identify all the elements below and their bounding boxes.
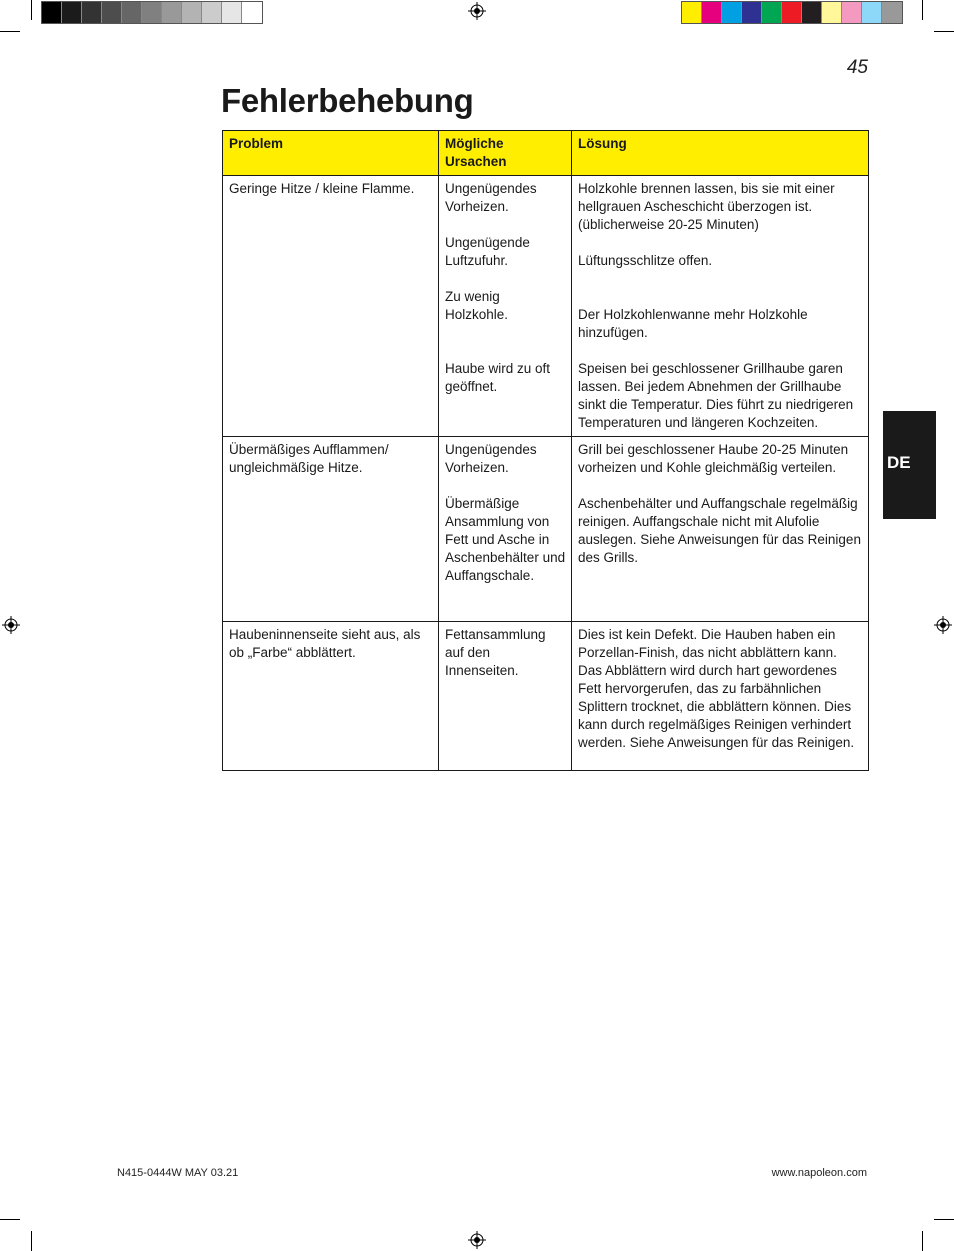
cause-text: Ungenügendes Vorheizen. (445, 442, 537, 475)
gray-swatch (242, 2, 262, 23)
document-code: N415-0444W MAY 03.21 (117, 1167, 239, 1179)
color-swatch (702, 2, 722, 23)
registration-mark-icon (934, 616, 952, 634)
table-header-row (223, 131, 869, 176)
solution-text: Lüftungsschlitze offen. (578, 253, 713, 268)
gray-swatch (102, 2, 122, 23)
color-swatch (862, 2, 882, 23)
color-swatch (682, 2, 702, 23)
language-tab (883, 411, 936, 519)
website-url: www.napoleon.com (771, 1167, 867, 1179)
crop-mark (934, 31, 954, 32)
registration-mark-icon (468, 2, 486, 20)
gray-swatch (122, 2, 142, 23)
solution-text: Aschenbehälter und Auffangschale regelmäßig reinigen. Auffangschale nicht mit Alufolie auslegen. Siehe Anweisungen für das Reinigen des Grills. (578, 496, 861, 565)
gray-swatch (222, 2, 242, 23)
color-swatch (802, 2, 822, 23)
gray-swatch (82, 2, 102, 23)
page-number: 45 (846, 57, 868, 78)
gray-swatch (182, 2, 202, 23)
gray-swatch (42, 2, 62, 23)
table-row (223, 622, 869, 771)
gray-swatch (162, 2, 182, 23)
cause-text: Übermäßige Ansammlung von Fett und Asche in Aschenbehälter und Auffangschale. (445, 496, 566, 583)
solution-cell (572, 437, 869, 622)
table-row (223, 176, 869, 437)
problem-cell: Geringe Hitze / kleine Flamme. (223, 176, 439, 437)
crop-mark (31, 0, 32, 20)
grayscale-swatch-bar (41, 1, 263, 24)
gray-swatch (202, 2, 222, 23)
crop-mark (934, 1219, 954, 1220)
cause-text: Ungenügende Luftzufuhr. (445, 235, 530, 268)
registration-mark-icon (2, 616, 20, 634)
causes-cell (439, 437, 572, 622)
cause-text: Haube wird zu oft geöffnet. (445, 361, 551, 394)
page-title: Fehlerbehebung (221, 82, 474, 119)
solution-text: Dies ist kein Defekt. Die Hauben haben ein Porzellan-Finish, das nicht abblättern kann. Das Abblättern wird durch hart gewordenes Fett hervorgerufen, das zu farbähnlichen Splittern trocknet, die abblättern können. Dies kann durch regelmäßiges Reinigen verhindert werden. Siehe Anweisungen für das Reinigen. (578, 627, 855, 750)
solution-text: Speisen bei geschlossener Grillhaube garen lassen. Bei jedem Abnehmen der Grillhaube sinkt die Temperatur. Dies führt zu niedrigeren Temperaturen und längeren Kochzeiten. (578, 361, 854, 430)
solution-text: Holzkohle brennen lassen, bis sie mit einer hellgrauen Ascheschicht überzogen ist. (üblicherweise 20-25 Minuten) (578, 181, 835, 232)
crop-mark (922, 1231, 923, 1251)
color-swatch (762, 2, 782, 23)
header-solution: Lösung (572, 131, 869, 176)
crop-mark (922, 0, 923, 20)
crop-mark (0, 1219, 20, 1220)
solution-cell (572, 176, 869, 437)
cause-text: Zu wenig Holzkohle. (445, 289, 509, 322)
color-swatch (722, 2, 742, 23)
solution-text: Grill bei geschlossener Haube 20-25 Minuten vorheizen und Kohle gleichmäßig verteilen. (578, 442, 849, 475)
registration-mark-icon (468, 1231, 486, 1249)
solution-text: Der Holzkohlenwanne mehr Holzkohle hinzufügen. (578, 307, 808, 340)
color-swatch (822, 2, 842, 23)
problem-cell: Haubeninnenseite sieht aus, als ob „Farbe“ abblättert. (223, 622, 439, 771)
crop-mark (0, 31, 20, 32)
header-problem: Problem (223, 131, 439, 176)
table-row (223, 437, 869, 622)
color-swatch (842, 2, 862, 23)
cause-text: Fettansammlung auf den Innenseiten. (445, 627, 546, 678)
language-tab-label: DE (887, 453, 911, 472)
color-swatch-bar (681, 1, 903, 24)
color-swatch (882, 2, 902, 23)
causes-cell (439, 176, 572, 437)
gray-swatch (142, 2, 162, 23)
header-causes: Mögliche Ursachen (439, 131, 572, 176)
problem-cell: Übermäßiges Aufflammen/ ungleichmäßige Hitze. (223, 437, 439, 622)
troubleshooting-table (222, 130, 869, 771)
color-swatch (782, 2, 802, 23)
crop-mark (31, 1231, 32, 1251)
causes-cell (439, 622, 572, 771)
gray-swatch (62, 2, 82, 23)
color-swatch (742, 2, 762, 23)
solution-cell (572, 622, 869, 771)
cause-text: Ungenügendes Vorheizen. (445, 181, 537, 214)
